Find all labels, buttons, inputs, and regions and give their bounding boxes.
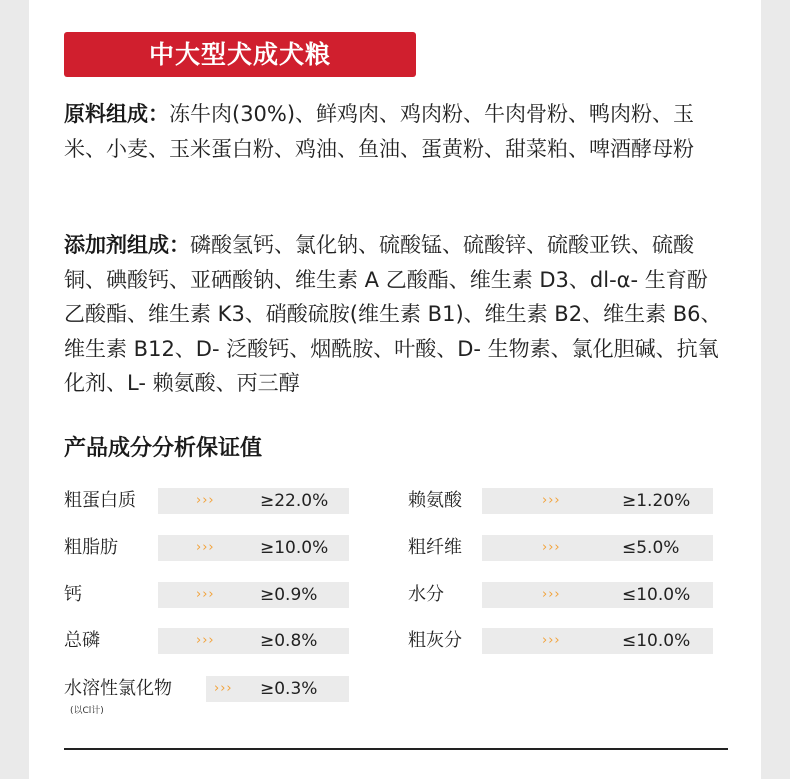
chloride-note: (以Cl计) [70,706,104,716]
nutrient-row-calcium [64,582,349,608]
arrows-icon: ››› [196,633,215,648]
nutrient-value: ≥22.0% [260,491,329,511]
arrows-icon: ››› [196,493,215,508]
nutrient-row-crude-fat [64,535,349,561]
arrows-icon: ››› [214,681,233,696]
nutrient-value: ≥0.9% [260,585,318,605]
nutrient-row-crude-protein [64,488,349,514]
additives-paragraph [64,228,726,401]
nutrient-name: 粗脂肪 [64,537,118,558]
additives-text: 磷酸氢钙、氯化钠、硫酸锰、硫酸锌、硫酸亚铁、硫酸铜、碘酸钙、亚硒酸钠、维生素 A 乙酸酯、维生素 D3、dl-α- 生育酚乙酸酯、维生素 K3、硝酸硫胺(维生素 B1)、维生素 B2、维生素 B6、维生素 B12、D- 泛酸钙、烟酰胺、叶酸、D- 生物素、氯化胆碱、抗氧化剂、L- 赖氨酸、丙三醇 [64,233,722,395]
nutrient-row-lysine [408,488,714,514]
nutrient-value: ≤10.0% [622,585,691,605]
ingredients-label: 原料组成： [64,102,169,126]
ingredients-paragraph [64,97,726,166]
nutrient-row-total-phosphorus [64,628,349,654]
nutrient-value: ≤10.0% [622,631,691,651]
additives-label: 添加剂组成： [64,233,190,257]
nutrient-bar [158,628,349,654]
nutrient-value: ≥0.8% [260,631,318,651]
nutrient-row-moisture [408,582,714,608]
nutrient-name: 总磷 [64,630,100,651]
nutrient-name: 粗灰分 [408,630,462,651]
arrows-icon: ››› [542,587,561,602]
nutrient-name: 粗纤维 [408,537,462,558]
arrows-icon: ››› [196,540,215,555]
bottom-divider [64,748,728,750]
nutrient-row-crude-fiber [408,535,714,561]
nutrient-value: ≥10.0% [260,538,329,558]
arrows-icon: ››› [542,540,561,555]
nutrient-value: ≤5.0% [622,538,680,558]
arrows-icon: ››› [542,493,561,508]
nutrient-name: 赖氨酸 [408,490,462,511]
nutrient-name: 水溶性氯化物 [64,678,172,699]
ingredients-text: 冻牛肉(30%)、鲜鸡肉、鸡肉粉、牛肉骨粉、鸭肉粉、玉米、小麦、玉米蛋白粉、鸡油、鱼油、蛋黄粉、甜菜粕、啤酒酵母粉 [64,102,695,161]
arrows-icon: ››› [542,633,561,648]
content-card [29,0,761,779]
nutrient-row-crude-ash [408,628,714,654]
nutrient-row-water-soluble-chloride [64,676,349,702]
nutrient-bar [158,582,349,608]
arrows-icon: ››› [196,587,215,602]
nutrient-value: ≥1.20% [622,491,691,511]
nutrient-name: 水分 [408,584,444,605]
product-title: 中大型犬成犬粮 [64,32,416,77]
analysis-heading: 产品成分分析保证值 [64,436,263,461]
nutrient-name: 粗蛋白质 [64,490,136,511]
nutrient-value: ≥0.3% [260,679,318,699]
nutrient-name: 钙 [64,584,82,605]
